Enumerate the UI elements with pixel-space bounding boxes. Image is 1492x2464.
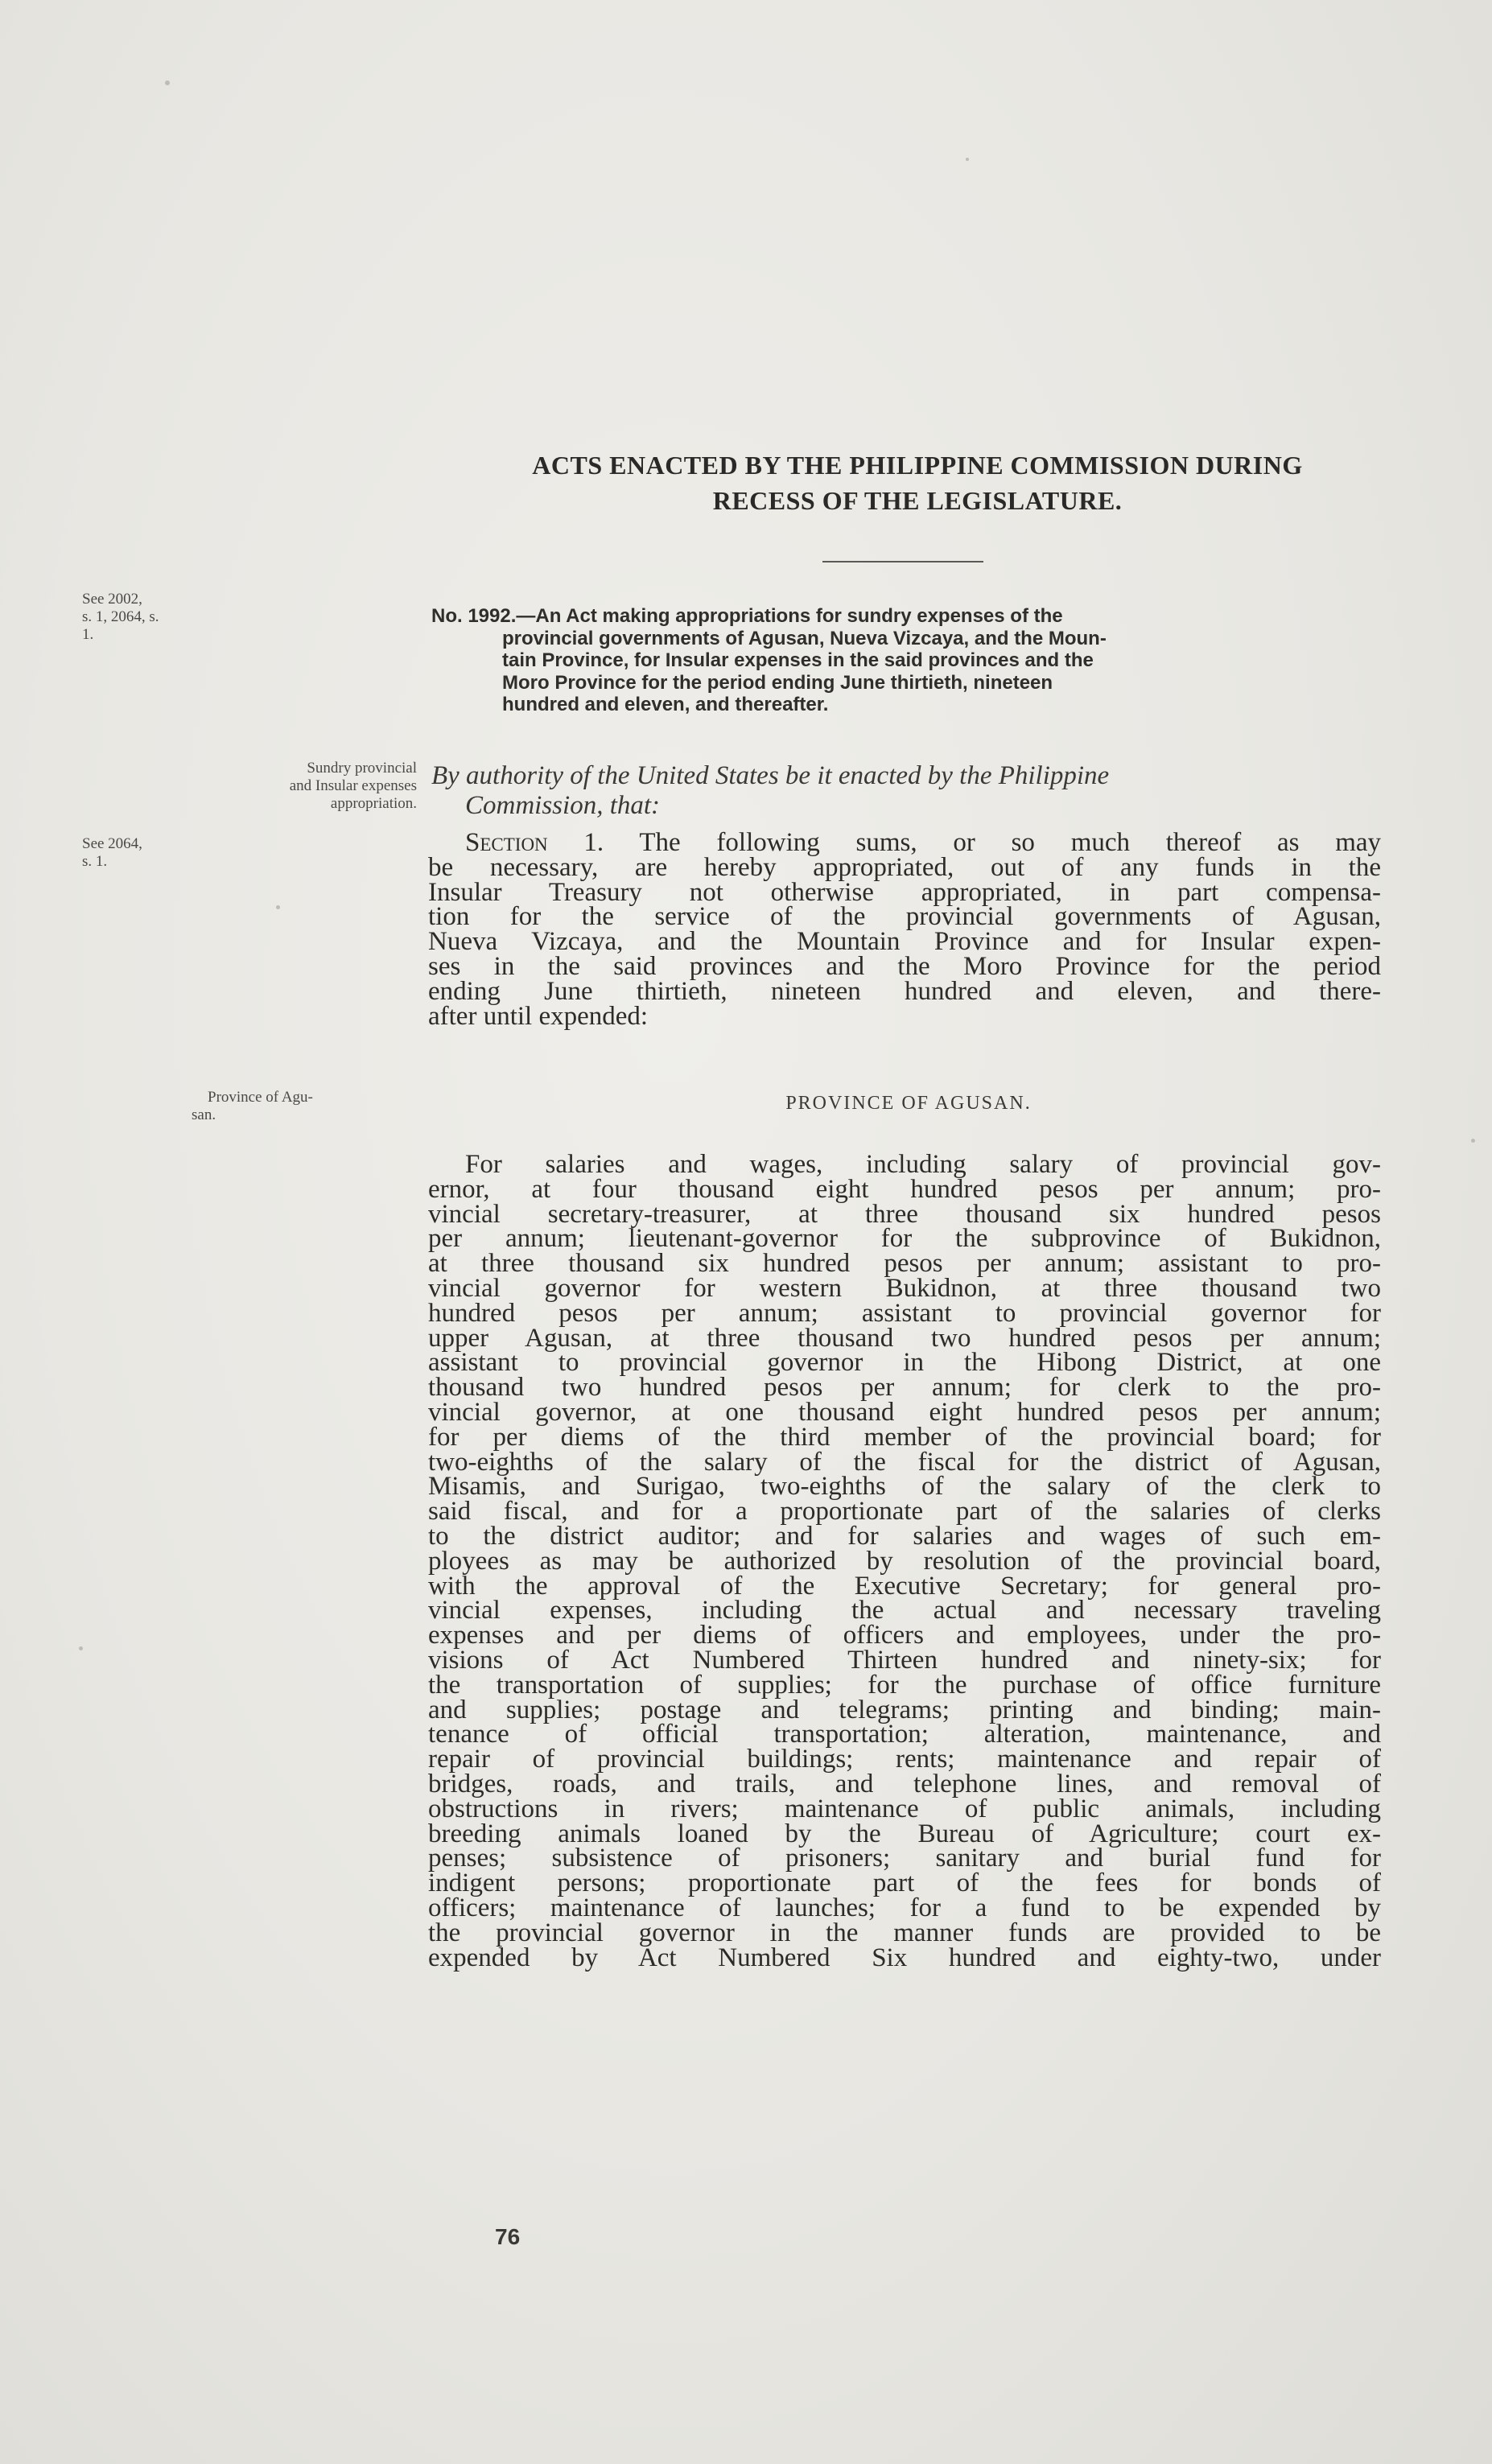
page-number: 76 xyxy=(495,2224,521,2249)
paper-speck xyxy=(165,80,170,85)
margin-note-province-of-agusan: Province of Agu- san. xyxy=(192,1089,313,1123)
heading-line-2: RECESS OF THE LEGISLATURE. xyxy=(712,486,1123,515)
enacting-clause: By authority of the United States be it enacted by the Philippine Commission, that: xyxy=(431,761,1110,820)
act-number: No. 1992. xyxy=(431,605,517,627)
heading-line-1: ACTS ENACTED BY THE PHILIPPINE COMMISSION DURING xyxy=(532,451,1303,480)
agusan-appropriation-paragraph: For salaries and wages, including salary of provincial gov- ernor, at four thousand eight hundred pesos per annum; pro- vincial secretary-treasurer, at three thousand six hundred pesos per annum; lieutenant-governor for the subprovince of Bukidnon, at three thousand six hundred pesos per annum; assistant to pro- vincial governor for western Bukidnon, at three thousand two hundred pesos per annum; assistant to provincial governor for upper Agusan, at three thousand two hundred pesos per annum; assistant to provincial governor in the Hibong District, at one thousand two hundred pesos per annum; for clerk to the pro- vincial governor, at one thousand eight hundred pesos per annum; for per diems of the third member of the provincial board; for two-eighths of the salary of the fiscal for the district of Agusan, Misamis, and Surigao, two-eighths of the salary of the clerk to said fiscal, and for a proportionate part of the salaries of clerks to the district auditor; and for salaries and wages of such em- ployees as may be authorized by resolution of the provincial board, with the approval of the Executive Secretary; for general pro- vincial expenses, including the actual and necessary traveling expenses and per diems of officers and employees, under the pro- visions of Act Numbered Thirteen hundred and ninety-six; for the transportation of supplies; for the purchase of office furniture and supplies; postage and telegrams; printing and binding; main- tenance of official transportation; alteration, maintenance, and repair of provincial buildings; rents; maintenance and repair of bridges, roads, and trails, and telephone lines, and removal of obstructions in rivers; maintenance of public animals, including breeding animals loaned by the Bureau of Agriculture; court ex- penses; subsistence of prisoners; sanitary and burial fund for indigent persons; proportionate part of the fees for bonds of officers; maintenance of launches; for a fund to be expended by the provincial governor in the manner funds are provided to be expended by Act Numbered Six hundred and eighty-two, under xyxy=(428,1150,1381,1972)
paper-speck xyxy=(966,158,969,161)
paper-speck xyxy=(1471,1139,1475,1143)
section-1-text: Section 1. The following sums, or so much thereof as may be necessary, are hereby appropriated, out of any funds in the Insular Treasury not otherwise appropriated, in part compensa- tion for the service of the provincial governments of Agusan, Nueva Vizcaya, and the Mountain Province and for Insular expen- ses in the said provinces and the Moro Province for the period ending June thirtieth, nineteen hundred and eleven, and there- after until expended: xyxy=(428,828,1382,1031)
province-heading: PROVINCE OF AGUSAN. xyxy=(785,1093,1032,1114)
page-heading xyxy=(435,447,1400,518)
act-title: No. 1992.—An Act making appropriations for sundry expenses of the provincial governments of Agusan, Nueva Vizcaya, and the Moun- tain Province, for Insular expenses in the said provinces and the Moro Province for the period ending June thirtieth, nineteen hundred and eleven, and thereafter. xyxy=(431,605,1107,716)
margin-note-see-2064: See 2064, s. 1. xyxy=(82,835,142,870)
paper-speck xyxy=(276,905,280,909)
paper-speck xyxy=(79,1646,83,1650)
heading-divider xyxy=(822,561,983,562)
margin-note-sundry-expenses: Sundry provincial and Insular expenses appropriation. xyxy=(289,760,417,812)
section-label: Section 1. xyxy=(465,828,604,857)
margin-note-see-2002: See 2002, s. 1, 2064, s. 1. xyxy=(82,591,159,643)
